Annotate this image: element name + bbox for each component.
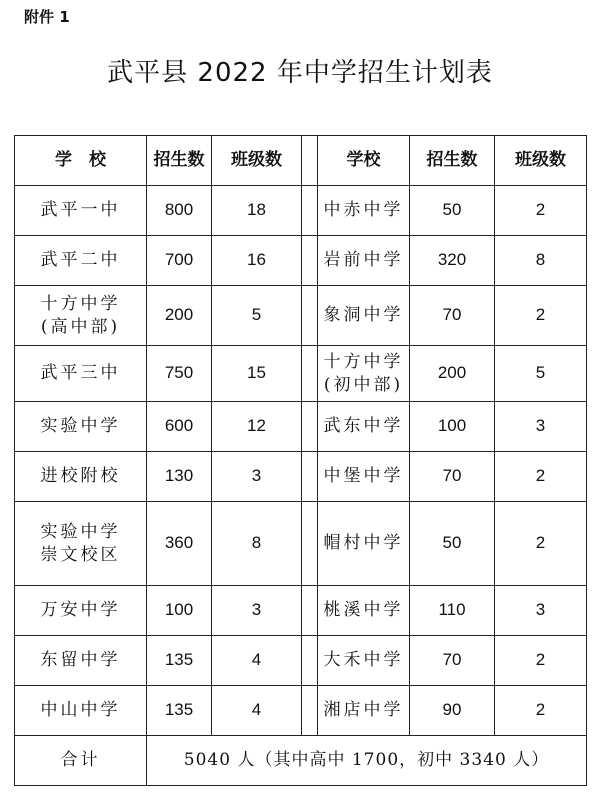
school-name-line: 中山中学 <box>40 700 121 721</box>
enroll-count-left: 700 <box>147 236 212 286</box>
class-count-right: 2 <box>495 502 587 586</box>
total-label: 合计 <box>15 736 147 786</box>
class-count-left: 8 <box>212 502 302 586</box>
school-name-right <box>318 186 410 236</box>
school-name-right <box>318 236 410 286</box>
school-name-line: 武东中学 <box>323 416 404 437</box>
column-gap <box>302 636 318 686</box>
column-gap <box>302 502 318 586</box>
class-count-right: 2 <box>495 686 587 736</box>
enroll-count-left: 750 <box>147 346 212 402</box>
enroll-count-right: 200 <box>410 346 495 402</box>
table-row <box>15 286 587 346</box>
column-gap <box>302 136 318 186</box>
school-name-right <box>318 346 410 402</box>
enroll-count-left: 360 <box>147 502 212 586</box>
school-name-left <box>15 402 147 452</box>
enroll-count-left: 200 <box>147 286 212 346</box>
header-enroll-left: 招生数 <box>147 136 212 186</box>
enroll-count-left: 135 <box>147 636 212 686</box>
column-gap <box>302 186 318 236</box>
table-row <box>15 452 587 502</box>
school-name-right <box>318 686 410 736</box>
school-name-left <box>15 186 147 236</box>
table-row <box>15 686 587 736</box>
school-name-line: 崇文校区 <box>40 544 121 565</box>
table-body <box>15 186 587 736</box>
school-name-line: 桃溪中学 <box>323 600 404 621</box>
column-gap <box>302 402 318 452</box>
class-count-left: 4 <box>212 686 302 736</box>
table-row <box>15 346 587 402</box>
school-name-right <box>318 402 410 452</box>
column-gap <box>302 286 318 346</box>
class-count-left: 4 <box>212 636 302 686</box>
class-count-right: 2 <box>495 636 587 686</box>
class-count-right: 2 <box>495 186 587 236</box>
column-gap <box>302 586 318 636</box>
school-name-right <box>318 636 410 686</box>
enroll-count-right: 70 <box>410 452 495 502</box>
school-name-left <box>15 286 147 346</box>
class-count-right: 5 <box>495 346 587 402</box>
school-name-left <box>15 452 147 502</box>
class-count-right: 2 <box>495 286 587 346</box>
school-name-line: 东留中学 <box>40 650 121 671</box>
enrollment-table <box>14 135 587 786</box>
enroll-count-left: 135 <box>147 686 212 736</box>
school-name-line: 实验中学 <box>40 416 121 437</box>
school-name-left <box>15 346 147 402</box>
attachment-label: 附件 1 <box>24 8 70 26</box>
enroll-count-right: 50 <box>410 502 495 586</box>
school-name-left <box>15 502 147 586</box>
enroll-count-right: 100 <box>410 402 495 452</box>
enroll-count-left: 800 <box>147 186 212 236</box>
table-row <box>15 402 587 452</box>
school-name-line: 武平二中 <box>40 250 121 271</box>
page-title: 武平县 2022 年中学招生计划表 <box>107 58 493 88</box>
school-name-line: 实验中学 <box>40 521 121 542</box>
class-count-left: 15 <box>212 346 302 402</box>
school-name-right <box>318 502 410 586</box>
school-name-right <box>318 286 410 346</box>
school-name-right <box>318 586 410 636</box>
enroll-count-right: 70 <box>410 286 495 346</box>
school-name-right <box>318 452 410 502</box>
school-name-left <box>15 636 147 686</box>
enroll-count-right: 90 <box>410 686 495 736</box>
school-name-line: (高中部) <box>40 316 121 337</box>
class-count-right: 3 <box>495 586 587 636</box>
class-count-left: 5 <box>212 286 302 346</box>
school-name-line: 大禾中学 <box>323 650 404 671</box>
class-count-left: 3 <box>212 452 302 502</box>
enroll-count-left: 100 <box>147 586 212 636</box>
school-name-left <box>15 686 147 736</box>
class-count-right: 3 <box>495 402 587 452</box>
school-name-line: 武平三中 <box>40 363 121 384</box>
column-gap <box>302 236 318 286</box>
enroll-count-left: 600 <box>147 402 212 452</box>
total-row <box>15 736 587 786</box>
table-row <box>15 636 587 686</box>
school-name-left <box>15 236 147 286</box>
school-name-line: 湘店中学 <box>323 700 404 721</box>
table-row <box>15 186 587 236</box>
school-name-line: 岩前中学 <box>323 250 404 271</box>
class-count-left: 12 <box>212 402 302 452</box>
school-name-line: 十方中学 <box>323 351 404 372</box>
header-enroll-right: 招生数 <box>410 136 495 186</box>
enroll-count-right: 320 <box>410 236 495 286</box>
header-classes-right: 班级数 <box>495 136 587 186</box>
class-count-left: 3 <box>212 586 302 636</box>
table-row <box>15 586 587 636</box>
school-name-line: 象洞中学 <box>323 305 404 326</box>
class-count-left: 16 <box>212 236 302 286</box>
header-school-left: 学 校 <box>15 136 147 186</box>
header-classes-left: 班级数 <box>212 136 302 186</box>
school-name-line: 帽村中学 <box>323 533 404 554</box>
school-name-line: 武平一中 <box>40 200 121 221</box>
column-gap <box>302 452 318 502</box>
enroll-count-right: 110 <box>410 586 495 636</box>
table-row <box>15 502 587 586</box>
enroll-count-right: 50 <box>410 186 495 236</box>
class-count-left: 18 <box>212 186 302 236</box>
school-name-line: 进校附校 <box>40 466 121 487</box>
school-name-line: (初中部) <box>323 374 404 395</box>
column-gap <box>302 346 318 402</box>
school-name-line: 十方中学 <box>40 293 121 314</box>
school-name-left <box>15 586 147 636</box>
class-count-right: 2 <box>495 452 587 502</box>
class-count-right: 8 <box>495 236 587 286</box>
header-row <box>15 136 587 186</box>
school-name-line: 中堡中学 <box>323 466 404 487</box>
total-summary: 5040 人（其中高中 1700，初中 3340 人） <box>147 736 587 786</box>
enroll-count-left: 130 <box>147 452 212 502</box>
header-school-right: 学校 <box>318 136 410 186</box>
table-row <box>15 236 587 286</box>
enroll-count-right: 70 <box>410 636 495 686</box>
school-name-line: 万安中学 <box>40 600 121 621</box>
school-name-line: 中赤中学 <box>323 200 404 221</box>
column-gap <box>302 686 318 736</box>
